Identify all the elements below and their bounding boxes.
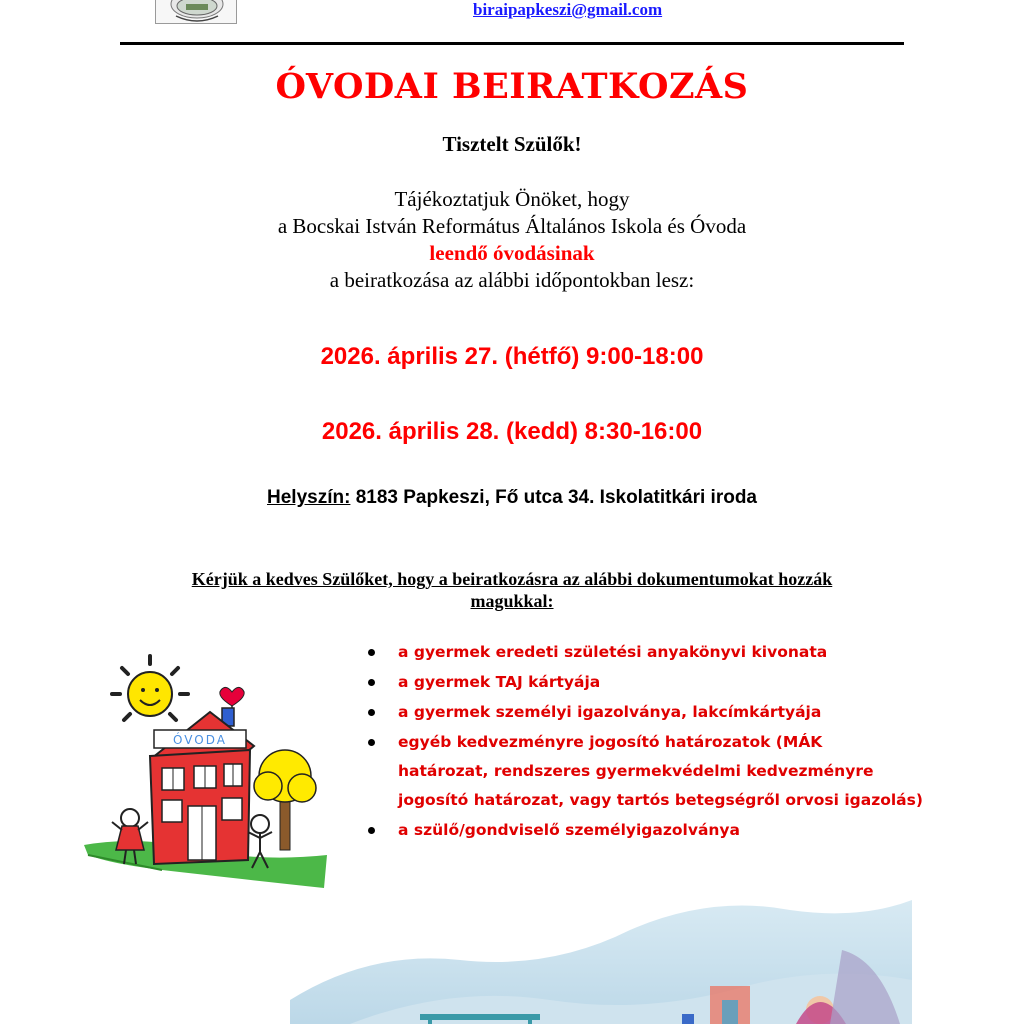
sun-icon: [112, 656, 188, 720]
intro-highlight: leendő óvodásinak: [429, 241, 595, 265]
school-logo: [155, 0, 237, 24]
bullet-icon: [368, 709, 375, 716]
documents-list: [368, 638, 928, 846]
enrollment-date-1: 2026. április 27. (hétfő) 9:00-18:00: [320, 343, 704, 370]
kindergarten-illustration: [82, 650, 332, 895]
bullet-icon: [368, 827, 375, 834]
list-item: [368, 638, 928, 667]
page-title: ÓVODAI BEIRATKOZÁS: [275, 66, 749, 107]
list-item-text: jogosító határozat, vagy tartós betegségről orvosi igazolás): [398, 791, 923, 809]
intro-line: Tájékoztatjuk Önöket, hogy: [394, 187, 630, 211]
bullet-icon: [368, 679, 375, 686]
list-item-text: a gyermek személyi igazolványa, lakcímkártyája: [398, 703, 822, 721]
request-line: magukkal:: [470, 591, 554, 611]
request-line: Kérjük a kedves Szülőket, hogy a beiratkozásra az alábbi dokumentumokat hozzák: [191, 569, 833, 589]
bullet-icon: [368, 739, 375, 746]
list-item: [368, 728, 928, 815]
sign-text: ÓVODA: [173, 733, 227, 747]
intro-line: a beiratkozása az alábbi időpontokban lesz:: [329, 268, 695, 292]
bullet-icon: [368, 649, 375, 656]
list-item: [368, 668, 928, 697]
intro-line: a Bocskai István Református Általános Iskola és Óvoda: [277, 214, 747, 238]
intro-paragraph: [0, 186, 1024, 294]
location: [0, 487, 1024, 509]
location-label: Helyszín:: [267, 487, 351, 508]
location-value: 8183 Papkeszi, Fő utca 34. Iskolatitkári iroda: [355, 487, 757, 508]
heart-icon: [220, 687, 244, 706]
playground-illustration: [290, 890, 912, 1029]
contact-email-link[interactable]: biraipapkeszi@gmail.com: [473, 0, 663, 19]
list-item-text: egyéb kedvezményre jogosító határozatok (MÁK: [398, 733, 823, 751]
list-item: [368, 816, 928, 845]
documents-request: [120, 568, 904, 612]
list-item-text: a gyermek TAJ kártyája: [398, 673, 601, 691]
enrollment-date-2: 2026. április 28. (kedd) 8:30-16:00: [321, 418, 703, 445]
list-item-text: határozat, rendszeres gyermekvédelmi kedvezményre: [398, 762, 874, 780]
header-divider: [120, 42, 904, 45]
greeting: Tisztelt Szülők!: [442, 132, 582, 156]
list-item-text: a gyermek eredeti születési anyakönyvi kivonata: [398, 643, 828, 661]
list-item: [368, 698, 928, 727]
list-item-text: a szülő/gondviselő személyigazolványa: [398, 821, 740, 839]
